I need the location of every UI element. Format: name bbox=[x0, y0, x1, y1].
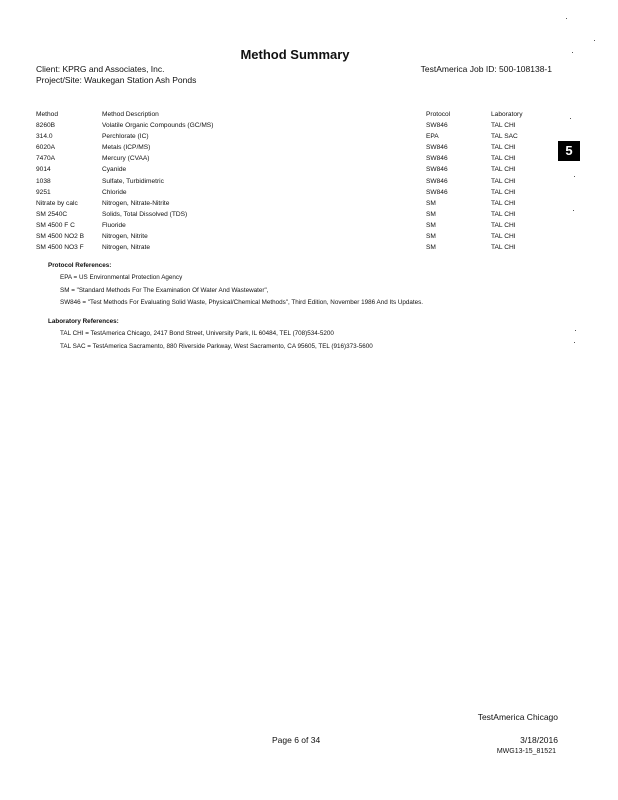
protocol-cell: EPA bbox=[426, 133, 439, 141]
table-row bbox=[36, 220, 556, 231]
method-cell: Nitrate by calc bbox=[36, 199, 78, 207]
description-cell: Mercury (CVAA) bbox=[102, 155, 150, 163]
laboratory-cell: TAL CHI bbox=[491, 233, 516, 241]
protocol-cell: SW846 bbox=[426, 177, 448, 185]
protocol-cell: SW846 bbox=[426, 166, 448, 174]
method-cell: 9251 bbox=[36, 188, 51, 196]
page-number: Page 6 of 34 bbox=[272, 735, 321, 745]
laboratory-cell: TAL CHI bbox=[491, 199, 516, 207]
description-cell: Volatile Organic Compounds (GC/MS) bbox=[102, 122, 214, 130]
description-cell: Chloride bbox=[102, 188, 127, 196]
scan-speck bbox=[574, 176, 575, 177]
protocol-cell: SM bbox=[426, 233, 436, 241]
laboratory-cell: TAL CHI bbox=[491, 188, 516, 196]
description-cell: Sulfate, Turbidimetric bbox=[102, 177, 164, 185]
method-cell: 8260B bbox=[36, 122, 56, 130]
table-header-row bbox=[36, 109, 556, 120]
method-cell: 314.0 bbox=[36, 133, 53, 141]
table-body bbox=[36, 120, 556, 253]
table-row bbox=[36, 120, 556, 131]
method-cell: SM 2540C bbox=[36, 210, 68, 218]
protocol-reference-line: EPA = US Environmental Protection Agency bbox=[60, 274, 183, 281]
description-cell: Solids, Total Dissolved (TDS) bbox=[102, 210, 188, 218]
scan-speck bbox=[575, 330, 576, 331]
protocol-cell: SM bbox=[426, 221, 436, 229]
table-row bbox=[36, 209, 556, 220]
laboratory-references-heading: Laboratory References: bbox=[48, 318, 119, 325]
table-row bbox=[36, 153, 556, 164]
laboratory-cell: TAL SAC bbox=[491, 133, 518, 141]
method-cell: 1038 bbox=[36, 177, 51, 185]
laboratory-cell: TAL CHI bbox=[491, 210, 516, 218]
column-header-method: Method bbox=[36, 111, 58, 118]
description-cell: Metals (ICP/MS) bbox=[102, 144, 151, 152]
protocol-references bbox=[48, 262, 423, 310]
footer-lab-name: TestAmerica Chicago bbox=[477, 712, 558, 722]
protocol-cell: SW846 bbox=[426, 122, 448, 130]
laboratory-cell: TAL CHI bbox=[491, 155, 516, 163]
column-header-protocol: Protocol bbox=[426, 111, 451, 118]
laboratory-references bbox=[48, 318, 373, 353]
protocol-reference-line: SW846 = "Test Methods For Evaluating Solid Waste, Physical/Chemical Methods", Third Edition, November 1986 And Its Updates. bbox=[60, 299, 424, 307]
method-cell: 6020A bbox=[36, 144, 56, 152]
description-cell: Fluoride bbox=[102, 221, 126, 229]
protocol-reference-line: SM = "Standard Methods For The Examination Of Water And Wastewater", bbox=[60, 286, 269, 294]
laboratory-cell: TAL CHI bbox=[491, 144, 516, 152]
protocol-cell: SW846 bbox=[426, 144, 448, 152]
description-cell: Nitrogen, Nitrite bbox=[102, 233, 148, 241]
laboratory-reference-line: TAL CHI = TestAmerica Chicago, 2417 Bond Street, University Park, IL 60484, TEL (708)534-5200 bbox=[60, 330, 334, 337]
protocol-cell: SM bbox=[426, 244, 436, 252]
description-cell: Nitrogen, Nitrate-Nitrite bbox=[102, 199, 170, 207]
client-name: Client: KPRG and Associates, Inc. bbox=[36, 64, 165, 74]
table-row bbox=[36, 242, 556, 253]
job-id: TestAmerica Job ID: 500-108138-1 bbox=[420, 64, 552, 74]
laboratory-cell: TAL CHI bbox=[491, 177, 516, 185]
scan-speck bbox=[570, 118, 571, 119]
description-cell: Nitrogen, Nitrate bbox=[102, 244, 151, 252]
table-row bbox=[36, 231, 556, 242]
scan-speck bbox=[594, 40, 595, 41]
protocol-cell: SW846 bbox=[426, 155, 448, 163]
method-cell: 7470A bbox=[36, 155, 56, 163]
description-cell: Cyanide bbox=[102, 166, 127, 174]
scan-speck bbox=[566, 18, 567, 19]
laboratory-cell: TAL CHI bbox=[491, 166, 516, 174]
scan-speck bbox=[573, 210, 574, 211]
method-cell: SM 4500 NO2 B bbox=[36, 233, 85, 241]
project-site: Project/Site: Waukegan Station Ash Ponds bbox=[36, 75, 197, 85]
footer-date: 3/18/2016 bbox=[520, 735, 558, 745]
table-row bbox=[36, 131, 556, 142]
method-cell: SM 4500 NO3 F bbox=[36, 244, 84, 252]
table-row bbox=[36, 142, 556, 153]
protocol-cell: SM bbox=[426, 199, 436, 207]
protocol-cell: SM bbox=[426, 210, 436, 218]
method-cell: 9014 bbox=[36, 166, 51, 174]
table-row bbox=[36, 187, 556, 198]
table-row bbox=[36, 176, 556, 187]
method-table bbox=[36, 109, 556, 253]
laboratory-cell: TAL CHI bbox=[491, 221, 516, 229]
footer-document-code: MWG13-15_81521 bbox=[496, 748, 556, 755]
protocol-references-heading: Protocol References: bbox=[48, 262, 112, 269]
page-title: Method Summary bbox=[240, 47, 350, 62]
column-header-laboratory: Laboratory bbox=[491, 111, 523, 118]
column-header-description: Method Description bbox=[102, 111, 159, 118]
laboratory-cell: TAL CHI bbox=[491, 244, 516, 252]
table-row bbox=[36, 198, 556, 209]
table-row bbox=[36, 164, 556, 175]
section-tab-marker: 5 bbox=[558, 141, 580, 161]
laboratory-cell: TAL CHI bbox=[491, 122, 516, 130]
protocol-cell: SW846 bbox=[426, 188, 448, 196]
laboratory-reference-line: TAL SAC = TestAmerica Sacramento, 880 Riverside Parkway, West Sacramento, CA 95605, TEL (916)373-5600 bbox=[60, 342, 373, 350]
description-cell: Perchlorate (IC) bbox=[102, 133, 149, 141]
method-cell: SM 4500 F C bbox=[36, 221, 75, 229]
scan-speck bbox=[574, 342, 575, 343]
scan-speck bbox=[572, 52, 573, 53]
